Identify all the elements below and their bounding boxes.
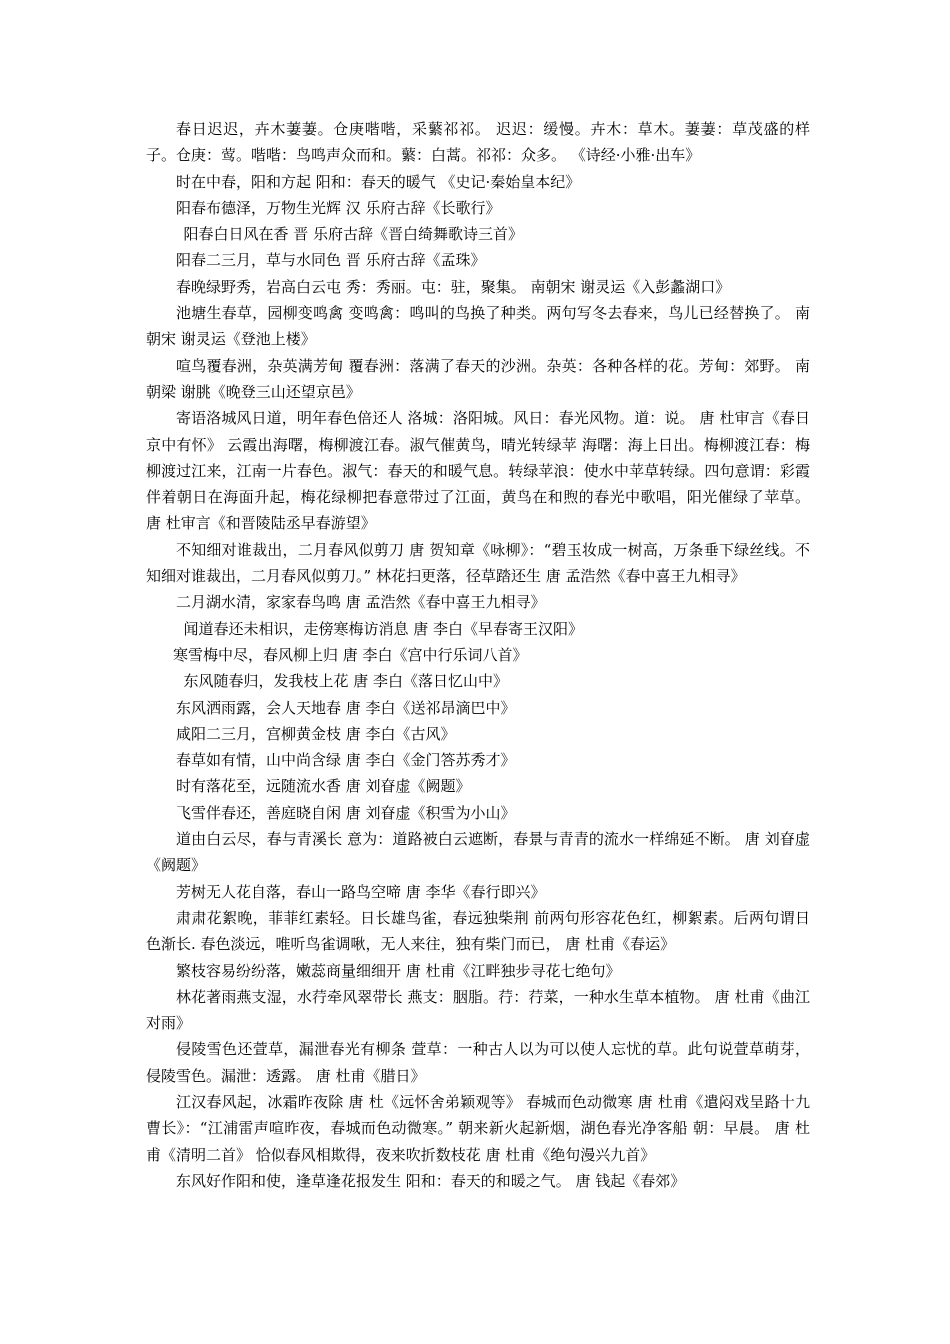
text-paragraph: 闻道春还未相识，走傍寒梅访消息 唐 李白《早春寄王汉阳》: [183, 619, 584, 638]
text-paragraph: 喧鸟覆春洲，杂英满芳甸 覆春洲：落满了春天的沙洲。杂英：各种各样的花。芳甸：郊野。 南朝梁 谢朓《晚登三山还望京邑》: [146, 356, 810, 401]
text-paragraph: 阳春布德泽，万物生光辉 汉 乐府古辞《长歌行》: [176, 198, 501, 217]
text-paragraph: 繁枝容易纷纷落，嫩蕊商量细细开 唐 杜甫《江畔独步寻花七绝句》: [176, 961, 621, 980]
text-paragraph: 寄语洛城风日道，明年春色倍还人 洛城：洛阳城。风日：春光风物。道：说。 唐 杜审言《春日京中有怀》 云霞出海曙，梅柳渡江春。淑气催黄鸟，晴光转绿苹 海曙：海上日出。梅柳渡江春：梅柳渡过江来，江南一片春色。淑气：春天的和暖气息。转绿苹浪：使水中苹草转绿。四句意谓：彩霞伴着朝日在海面升起，梅花绿柳把春意带过了江面，黄鸟在和煦的春光中歌唱，阳光催绿了苹草。 唐 杜审言《和晋陵陆丞早春游望》: [146, 409, 815, 533]
text-paragraph: 飞雪伴春还，善庭晓自闲 唐 刘眘虚《积雪为小山》: [176, 803, 516, 822]
text-paragraph: 东风好作阳和使，逢草逢花报发生 阳和：春天的和暖之气。 唐 钱起《春郊》: [176, 1171, 686, 1190]
text-paragraph: 春晚绿野秀，岩高白云屯 秀：秀丽。屯：驻，聚集。 南朝宋 谢灵运《入彭蠡湖口》: [176, 277, 731, 296]
text-paragraph: 东风随春归，发我枝上花 唐 李白《落日忆山中》: [183, 672, 509, 691]
text-paragraph: 咸阳二三月，宫柳黄金枝 唐 李白《古风》: [176, 724, 456, 743]
text-paragraph: 侵陵雪色还萱草，漏泄春光有柳条 萱草：一种古人以为可以使人忘忧的草。此句说萱草萌芽，侵陵雪色。漏泄：透露。 唐 杜甫《腊日》: [146, 1040, 810, 1085]
text-paragraph: 不知细对谁裁出，二月春风似剪刀 唐 贺知章《咏柳》：“碧玉妆成一树高，万条垂下绿丝线。不知细对谁裁出，二月春风似剪刀。” 林花扫更落，径草踏还生 唐 孟浩然《春中喜王九相寻》: [146, 540, 810, 586]
text-paragraph: 道由白云尽，春与青溪长 意为：道路被白云遮断，春景与青青的流水一样绵延不断。 唐 刘眘虚《阙题》: [146, 830, 810, 875]
text-paragraph: 江汉春风起，冰霜昨夜除 唐 杜《远怀舍弟颖观等》 春城而色动微寒 唐 杜甫《遣闷戏呈路十九曹长》：“江浦雷声喧昨夜，春城而色动微寒。” 朝来新火起新烟，湖色春光净客船 朝：早晨。 唐 杜甫《清明二首》 恰似春风相欺得，夜来吹折数枝花 唐 杜甫《绝句漫兴九首》: [146, 1092, 810, 1164]
text-paragraph: 阳春白日风在香 晋 乐府古辞《晋白绮舞歌诗三首》: [183, 225, 524, 244]
text-paragraph: 池塘生春草，园柳变鸣禽 变鸣禽：鸣叫的鸟换了种类。两句写冬去春来，鸟儿已经替换了。 南朝宋 谢灵运《登池上楼》: [146, 304, 810, 349]
text-paragraph: 春草如有情，山中尚含绿 唐 李白《金门答苏秀才》: [176, 751, 516, 770]
text-paragraph: 春日迟迟，卉木萋萋。仓庚喈喈，采蘩祁祁。 迟迟：缓慢。卉木：草木。萋萋：草茂盛的样子。仓庚：莺。喈喈：鸟鸣声众而和。蘩：白蒿。祁祁：众多。 《诗经·小雅·出车》: [146, 120, 810, 165]
text-paragraph: 林花著雨燕支湿，水荇牵风翠带长 燕支：胭脂。荇：荇菜，一种水生草本植物。 唐 杜甫《曲江对雨》: [146, 987, 810, 1033]
text-paragraph: 寒雪梅中尽，春风柳上归 唐 李白《宫中行乐词八首》: [173, 645, 528, 664]
text-paragraph: 阳春二三月，草与水同色 晋 乐府古辞《孟珠》: [176, 251, 486, 270]
text-paragraph: 东风洒雨露，会人天地春 唐 李白《送祁昂滴巴中》: [176, 698, 516, 717]
document-page: [146, 116, 815, 1194]
text-paragraph: 时在中春，阳和方起 阳和：春天的暖气 《史记·秦始皇本纪》: [176, 172, 581, 191]
text-paragraph: 芳树无人花自落，春山一路鸟空啼 唐 李华《春行即兴》: [176, 882, 546, 901]
text-paragraph: 时有落花至，远随流水香 唐 刘眘虚《阙题》: [176, 777, 471, 796]
text-paragraph: 肃肃花絮晚，菲菲红素轻。日长雄鸟雀，春远独柴荆 前两句形容花色红，柳絮素。后两句谓日色渐长. 春色淡远，唯听鸟雀调啾，无人来往，独有柴门而已， 唐 杜甫《春运》: [146, 908, 810, 954]
text-paragraph: 二月湖水清，家家春鸟鸣 唐 孟浩然《春中喜王九相寻》: [176, 593, 546, 612]
